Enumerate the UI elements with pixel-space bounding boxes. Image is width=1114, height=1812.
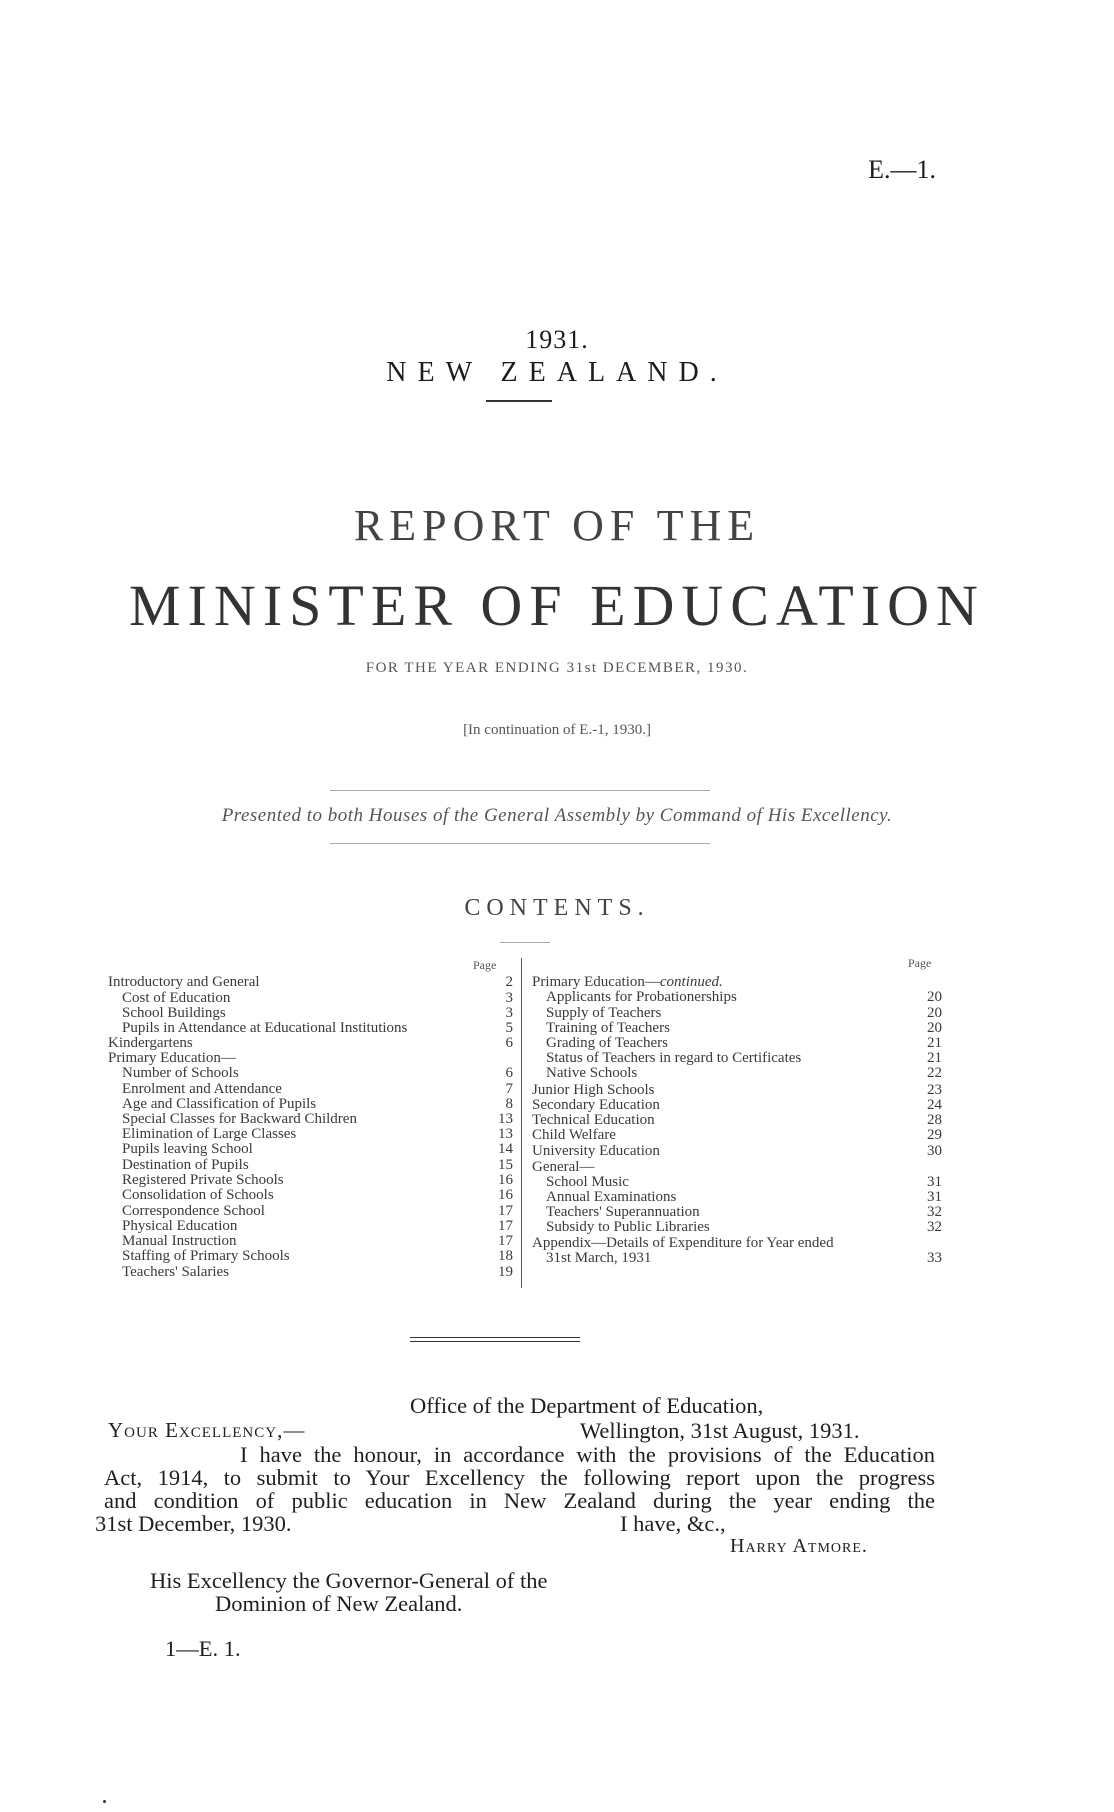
- toc-entry-page: 33: [927, 1250, 942, 1266]
- toc-entry-label: University Education: [532, 1143, 660, 1159]
- toc-entry: [108, 1248, 513, 1264]
- toc-entry-label: Kindergartens: [108, 1035, 193, 1051]
- toc-entry-label: Technical Education: [532, 1112, 655, 1128]
- toc-entry: [532, 974, 942, 990]
- toc-entry-page: 7: [505, 1081, 513, 1097]
- toc-entry-page: 14: [498, 1141, 513, 1157]
- continuation-note: [In continuation of E.-1, 1930.]: [463, 722, 651, 738]
- toc-entry-page: 3: [505, 1005, 513, 1021]
- toc-column-divider: [521, 958, 522, 1288]
- toc-entry: [108, 1141, 513, 1157]
- toc-entry-label: Consolidation of Schools: [122, 1187, 274, 1203]
- toc-entry-label: Child Welfare: [532, 1127, 616, 1143]
- country-name: NEW ZEALAND.: [386, 357, 728, 388]
- toc-entry-page: 22: [927, 1065, 942, 1081]
- toc-entry-page: 23: [927, 1082, 942, 1098]
- letter-closing: I have, &c.,: [620, 1511, 726, 1536]
- toc-entry: [108, 1187, 513, 1203]
- toc-entry-label: Introductory and General: [108, 974, 260, 990]
- toc-entry: [532, 1127, 942, 1143]
- toc-entry-page: 32: [927, 1204, 942, 1220]
- toc-entry: [532, 1035, 942, 1051]
- toc-entry-label: Appendix—Details of Expenditure for Year ended: [532, 1235, 834, 1251]
- toc-page-header-right: Page: [908, 956, 932, 970]
- letter-office-line: Office of the Department of Education,: [410, 1393, 764, 1418]
- toc-entry-label: Destination of Pupils: [122, 1157, 249, 1173]
- toc-left-column: [108, 974, 513, 1294]
- presented-rule-top: [330, 790, 710, 791]
- toc-entry-label: School Music: [546, 1174, 629, 1190]
- title-divider: [486, 400, 552, 402]
- toc-entry-page: 2: [505, 974, 513, 990]
- contents-heading: CONTENTS.: [464, 895, 650, 921]
- toc-entry: [532, 1219, 942, 1235]
- toc-entry-label: Annual Examinations: [546, 1189, 677, 1205]
- toc-entry-label: Age and Classification of Pupils: [122, 1096, 317, 1112]
- report-year: 1931.: [525, 325, 589, 354]
- toc-entry-page: 31: [927, 1189, 942, 1205]
- toc-entry-label: Status of Teachers in regard to Certificates: [546, 1050, 802, 1066]
- addressee-line-2: Dominion of New Zealand.: [215, 1591, 463, 1616]
- toc-entry: [108, 1126, 513, 1142]
- toc-entry: [532, 1204, 942, 1220]
- toc-entry: [532, 1005, 942, 1021]
- toc-entry-page: 15: [498, 1157, 513, 1173]
- letter-body-line-1: I have the honour, in accordance with the provisions of the Education: [240, 1442, 935, 1467]
- letter-salutation: Your Excellency,—: [108, 1418, 306, 1442]
- toc-entry-label: Primary Education—continued.: [532, 974, 723, 990]
- toc-entry-page: 32: [927, 1219, 942, 1235]
- toc-entry: [532, 1159, 942, 1175]
- toc-entry: [532, 1050, 942, 1066]
- toc-entry: [108, 1218, 513, 1234]
- toc-entry-label: Registered Private Schools: [122, 1172, 284, 1188]
- document-reference: E.—1.: [868, 155, 936, 184]
- toc-entry: [108, 1050, 513, 1066]
- toc-entry: [108, 1096, 513, 1112]
- toc-entry: [532, 1097, 942, 1113]
- toc-entry-label: Physical Education: [122, 1218, 238, 1234]
- toc-entry-label: Native Schools: [546, 1065, 638, 1081]
- toc-entry: [108, 1005, 513, 1021]
- report-title-line2: MINISTER OF EDUCATION: [129, 573, 985, 638]
- letter-body-last: 31st December, 1930.: [95, 1511, 292, 1536]
- addressee-line-1: His Excellency the Governor-General of the: [150, 1568, 548, 1593]
- letter-body-line-2: Act, 1914, to submit to Your Excellency the following report upon the progress: [104, 1465, 935, 1490]
- toc-right-column: [532, 958, 942, 1288]
- toc-entry: [108, 1172, 513, 1188]
- toc-entry-label: Junior High Schools: [532, 1082, 655, 1098]
- toc-entry: [108, 1035, 513, 1051]
- contents-divider: [500, 942, 550, 943]
- toc-page-header-left: Page: [473, 958, 497, 972]
- toc-entry-label: Pupils leaving School: [122, 1141, 253, 1157]
- toc-entry-label: Applicants for Probationerships: [546, 989, 737, 1005]
- letter-place-date: Wellington, 31st August, 1931.: [580, 1418, 860, 1443]
- toc-entry-page: 19: [498, 1264, 513, 1280]
- toc-entry: [108, 1081, 513, 1097]
- toc-entry-label: Manual Instruction: [122, 1233, 237, 1249]
- toc-entry: [108, 1020, 513, 1036]
- section-rule-2: [410, 1341, 580, 1342]
- toc-entry-label: Cost of Education: [122, 990, 231, 1006]
- toc-entry-page: 21: [927, 1035, 942, 1051]
- toc-entry-label: General—: [532, 1159, 595, 1175]
- toc-entry-page: 13: [498, 1111, 513, 1127]
- toc-entry-label: Training of Teachers: [546, 1020, 670, 1036]
- toc-entry-label: 31st March, 1931: [546, 1250, 652, 1266]
- toc-entry-label: Supply of Teachers: [546, 1005, 662, 1021]
- toc-entry: [108, 1157, 513, 1173]
- toc-entry-page: 6: [505, 1065, 513, 1081]
- toc-entry-page: 31: [927, 1174, 942, 1190]
- toc-entry-page: 17: [498, 1203, 513, 1219]
- toc-entry-page: 17: [498, 1233, 513, 1249]
- toc-entry: [108, 974, 513, 990]
- toc-entry: [532, 1112, 942, 1128]
- toc-entry: [108, 1111, 513, 1127]
- toc-entry-page: 17: [498, 1218, 513, 1234]
- toc-entry-page: 21: [927, 1050, 942, 1066]
- toc-entry-page: 16: [498, 1172, 513, 1188]
- presented-statement: Presented to both Houses of the General Assembly by Command of His Excellency.: [221, 805, 893, 826]
- toc-entry-page: 3: [505, 990, 513, 1006]
- toc-entry-page: 5: [505, 1020, 513, 1036]
- toc-entry-label: School Buildings: [122, 1005, 226, 1021]
- presented-rule-bottom: [330, 843, 710, 844]
- toc-entry-label: Secondary Education: [532, 1097, 660, 1113]
- toc-entry: [532, 1174, 942, 1190]
- toc-entry: [532, 1143, 942, 1159]
- toc-entry: [108, 1065, 513, 1081]
- toc-entry-label: Correspondence School: [122, 1203, 265, 1219]
- toc-entry-label: Subsidy to Public Libraries: [546, 1219, 710, 1235]
- toc-entry-page: 16: [498, 1187, 513, 1203]
- toc-entry-page: 29: [927, 1127, 942, 1143]
- signature-mark: 1—E. 1.: [165, 1636, 241, 1661]
- toc-entry-label: Teachers' Salaries: [122, 1264, 230, 1280]
- toc-entry: [108, 990, 513, 1006]
- toc-entry-label: Enrolment and Attendance: [122, 1081, 282, 1097]
- toc-entry-page: 30: [927, 1143, 942, 1159]
- toc-entry-page: 8: [505, 1096, 513, 1112]
- toc-entry-label: Primary Education—: [108, 1050, 236, 1066]
- toc-entry: [532, 989, 942, 1005]
- toc-entry-label: Elimination of Large Classes: [122, 1126, 297, 1142]
- report-title-line1: REPORT OF THE: [353, 501, 761, 550]
- toc-entry-label-italic: continued.: [659, 974, 723, 990]
- toc-entry: [532, 1020, 942, 1036]
- toc-entry-page: 13: [498, 1126, 513, 1142]
- toc-entry: [108, 1233, 513, 1249]
- toc-entry-page: 28: [927, 1112, 942, 1128]
- toc-entry-page: 18: [498, 1248, 513, 1264]
- toc-entry-page: 20: [927, 1005, 942, 1021]
- letter-signature: Harry Atmore.: [730, 1535, 868, 1557]
- toc-entry: [532, 1235, 942, 1251]
- toc-entry-label: Teachers' Superannuation: [546, 1204, 700, 1220]
- toc-entry: [532, 1065, 942, 1081]
- toc-entry-label: Special Classes for Backward Children: [122, 1111, 357, 1127]
- toc-entry-page: 20: [927, 1020, 942, 1036]
- toc-entry: [532, 1082, 942, 1098]
- toc-entry: [108, 1264, 513, 1280]
- toc-entry-label: Number of Schools: [122, 1065, 239, 1081]
- toc-entry-page: 6: [505, 1035, 513, 1051]
- section-rule-1: [410, 1337, 580, 1338]
- toc-entry-label: Pupils in Attendance at Educational Institutions: [122, 1020, 408, 1036]
- toc-entry-label: Grading of Teachers: [546, 1035, 668, 1051]
- toc-entry: [532, 1189, 942, 1205]
- toc-entry-page: 20: [927, 989, 942, 1005]
- toc-entry: [108, 1203, 513, 1219]
- letter-body-line-3: and condition of public education in New Zealand during the year ending the: [104, 1488, 935, 1513]
- report-subtitle: FOR THE YEAR ENDING 31st DECEMBER, 1930.: [365, 660, 749, 676]
- toc-entry: [532, 1250, 942, 1266]
- toc-entry-label: Staffing of Primary Schools: [122, 1248, 290, 1264]
- toc-entry-page: 24: [927, 1097, 942, 1113]
- print-speck: [103, 1800, 106, 1803]
